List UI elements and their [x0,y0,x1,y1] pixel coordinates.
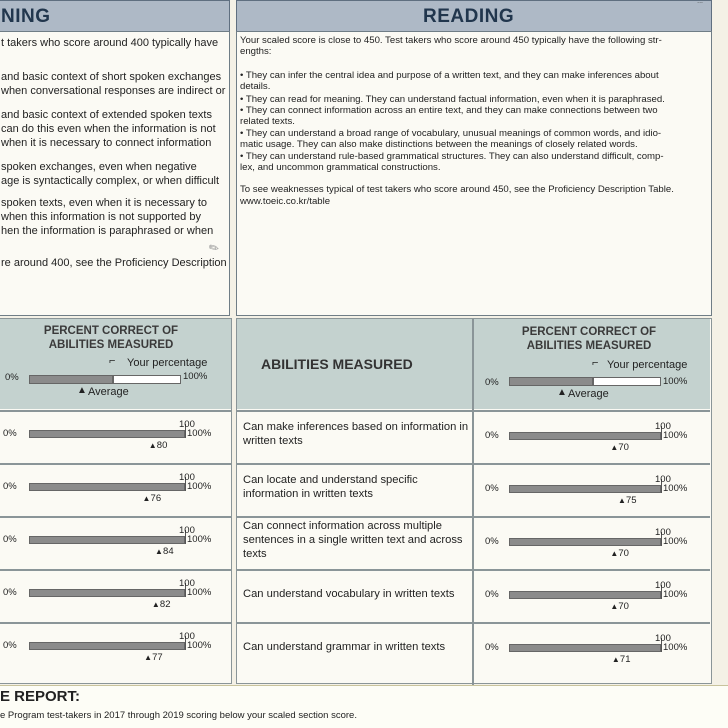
bar-hundred-top: 100 [179,631,195,642]
listening-text-panel [0,31,230,316]
ability-text: texts [243,548,267,560]
bar-hundred-top: 100 [655,474,671,485]
percent-bar [29,642,185,650]
listening-row [0,410,231,463]
bar-hundred-label: 100% [187,587,212,598]
listening-line: and basic context of extended spoken texts [1,109,212,121]
average-value: 70 [618,601,629,612]
bar-hundred-label: 100% [663,483,688,494]
ability-text: Can understand grammar in written texts [243,641,446,653]
bar-hundred-label: 100% [187,640,212,651]
ability-text: Can make inferences based on information in [243,421,469,433]
percent-title-2-right: ABILITIES MEASURED [526,340,652,352]
zero-label-right: 0% [485,377,499,388]
bar-hundred-top: 100 [179,472,195,483]
bar-zero-label: 0% [485,483,499,494]
average-marker-icon: ▲ [611,655,620,664]
percent-bar [29,483,185,491]
listening-line: spoken exchanges, even when negative [1,161,197,173]
percent-bar [509,485,661,493]
reading-line: • They can read for meaning. They can understand factual information, even when it is paraphrased. [240,94,665,105]
ability-text: Can understand vocabulary in written texts [243,588,455,600]
pen-mark-icon: ✎ [206,239,222,257]
bar-zero-label: 0% [485,430,499,441]
average-marker-icon: ▲ [610,602,619,611]
average-marker-icon: ▲ [144,653,153,662]
reading-line: • They can connect information across an entire text, and they can make connections between two [240,105,658,116]
hundred-label: 100% [183,371,208,382]
listening-percent-grid [0,318,232,684]
percent-bar [509,644,661,652]
listening-line: when it is necessary to connect information [1,137,212,149]
average-label-right: Average [568,388,609,400]
average-marker-icon: ▲ [148,441,157,450]
average-value: 76 [150,493,162,504]
listening-line: age is syntactically complex, or when difficult [1,175,220,187]
average-value: 70 [618,548,629,559]
average-value: 84 [163,546,174,557]
arrow-left-icon-right: ⌐ [592,357,599,369]
percent-bar [509,432,661,440]
listening-row [0,463,231,516]
bar-zero-label: 0% [3,534,17,545]
average-marker-icon: ▲ [151,600,160,609]
bar-hundred-label: 100% [663,536,688,547]
average-value: 75 [626,495,637,506]
average-marker-icon: ▲ [610,549,619,558]
listening-row [0,569,231,622]
zero-label: 0% [5,372,19,383]
percent-bar [509,538,661,546]
listening-row [0,622,231,675]
reading-row [237,463,710,516]
arrow-left-icon: ⌐ [109,355,116,367]
listening-grid-header [0,319,231,409]
bar-zero-label: 0% [485,642,499,653]
legend-bar-gray [29,375,113,384]
reading-row [237,516,710,569]
listening-line: when conversational responses are indirect or [1,85,226,97]
bottom-line: e Program test-takers in 2017 through 2019 scoring below your scaled section score. [0,710,357,721]
listening-header [0,0,230,32]
listening-line: can do this even when the information is not [1,123,216,135]
percent-title-1-right: PERCENT CORRECT OF [521,326,657,338]
corner-text: ... [697,0,703,5]
reading-title: READING [423,6,515,27]
ability-text: Can locate and understand specific [243,474,418,486]
your-percentage-label: Your percentage [127,357,208,369]
bar-hundred-label: 100% [187,534,212,545]
listening-line: re around 400, see the Proficiency Description [1,257,227,269]
listening-line: t takers who score around 400 typically have [1,37,219,49]
legend-bar-white [113,375,181,384]
bar-hundred-label: 100% [663,589,688,600]
ability-text: information in written texts [243,488,373,500]
bar-hundred-top: 100 [655,633,671,644]
average-value: 70 [618,442,629,453]
bar-hundred-label: 100% [187,481,212,492]
reading-abilities-grid [236,318,712,684]
legend-bar-gray-right [509,377,593,386]
hundred-label-right: 100% [663,376,688,387]
listening-row [0,516,231,569]
reading-line: To see weaknesses typical of test takers who score around 450, see the Proficiency Description Table. [240,184,674,195]
percent-title-2: ABILITIES MEASURED [48,339,174,351]
average-marker-icon: ▲ [142,494,151,503]
percent-bar [29,589,185,597]
listening-line: spoken texts, even when it is necessary to [1,197,208,209]
bar-zero-label: 0% [3,481,17,492]
average-marker-icon: ▲ [618,496,626,505]
reading-row [237,410,710,463]
percent-bar [509,591,661,599]
reading-row [237,622,710,675]
bottom-title: E REPORT: [0,688,81,705]
bar-hundred-top: 100 [655,580,671,591]
bar-zero-label: 0% [3,640,17,651]
percent-title-1: PERCENT CORRECT OF [43,325,179,337]
bar-hundred-label: 100% [663,430,688,441]
average-value: 82 [159,599,171,610]
bar-zero-label: 0% [485,589,499,600]
listening-title: NING [1,6,51,27]
legend-bar-white-right [593,377,661,386]
average-value: 80 [156,440,168,451]
ability-text: sentences in a single written text and across [243,534,463,546]
ability-text: Can connect information across multiple [243,520,442,532]
reading-line: • They can infer the central idea and purpose of a written text, and they can make inferences about [240,70,659,81]
reading-line: • They can understand a broad range of vocabulary, unusual meanings of common words, and idio- [240,128,662,139]
reading-header [236,0,712,32]
average-value: 71 [619,654,631,665]
bar-hundred-top: 100 [179,419,195,430]
your-percentage-label-right: Your percentage [607,359,688,371]
reading-line: • They can understand rule-based grammatical structures. They can also understand difficult, comp- [240,151,664,162]
average-value: 77 [152,652,163,663]
reading-line: related texts. [240,116,295,127]
reading-text-panel [236,31,712,316]
reading-line: details. [240,81,271,92]
reading-line: www.toeic.co.kr/table [240,196,331,207]
bar-zero-label: 0% [485,536,499,547]
reading-grid-header [237,319,710,409]
percent-bar [29,430,185,438]
bar-hundred-top: 100 [655,421,671,432]
reading-line: Your scaled score is close to 450. Test takers who score around 450 typically have the following str- [240,35,662,46]
bar-hundred-label: 100% [187,428,212,439]
bar-hundred-top: 100 [179,525,195,536]
reading-line: matic usage. They can also make distinctions between the meanings of closely related words. [240,139,638,150]
bar-hundred-label: 100% [663,642,688,653]
bar-zero-label: 0% [3,428,17,439]
bar-hundred-top: 100 [655,527,671,538]
average-marker-icon: ▲ [155,547,163,556]
listening-line: when this information is not supported by [1,211,201,223]
bar-zero-label: 0% [3,587,17,598]
average-marker-icon: ▲ [610,443,619,452]
abilities-title: ABILITIES MEASURED [261,356,413,372]
reading-line: lex, and uncommon grammatical constructions. [240,162,441,173]
bottom-section [0,685,728,728]
bar-hundred-top: 100 [179,578,195,589]
reading-row [237,569,710,622]
ability-text: written texts [243,435,303,447]
listening-line: hen the information is paraphrased or when [1,225,214,237]
percent-bar [29,536,185,544]
listening-line: and basic context of short spoken exchanges [1,71,222,83]
reading-line: engths: [240,46,272,57]
average-triangle-icon: ▲ [77,385,87,396]
average-triangle-icon-right: ▲ [557,387,567,398]
average-label: Average [88,386,129,398]
